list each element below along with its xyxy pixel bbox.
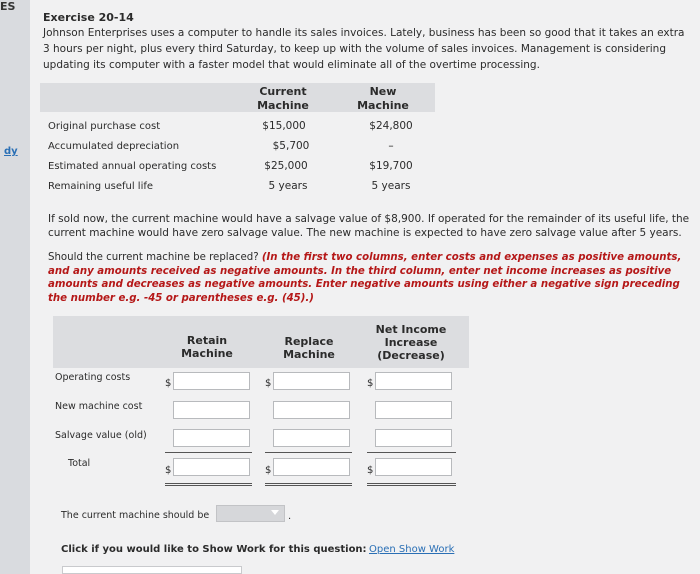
sidebar-top-text: ES — [0, 0, 16, 13]
retain-salvage-input[interactable] — [173, 429, 250, 447]
left-sidebar — [0, 0, 30, 574]
open-show-work-link[interactable]: Open Show Work — [369, 544, 455, 555]
subtotal-rule — [265, 452, 352, 453]
info-row-label: Remaining useful life — [48, 181, 154, 192]
conclusion-text: The current machine should be — [61, 510, 210, 521]
show-work-prompt: Click if you would like to Show Work for this question: — [61, 544, 367, 555]
info-current-value: $25,000 — [264, 160, 308, 172]
chevron-down-icon — [271, 510, 279, 515]
answer-row-label: Total — [68, 458, 91, 469]
info-row-label: Accumulated depreciation — [48, 141, 180, 152]
info-current-value: 5 years — [268, 180, 308, 192]
total-double-rule — [265, 483, 352, 486]
info-new-value: $24,800 — [369, 120, 413, 132]
period-mark: . — [288, 511, 292, 522]
retain-new-machine-input[interactable] — [173, 401, 250, 419]
net-new-machine-input[interactable] — [375, 401, 452, 419]
answer-row-label: Operating costs — [55, 372, 131, 383]
net-salvage-input[interactable] — [375, 429, 452, 447]
info-new-value: $19,700 — [369, 160, 413, 172]
question-instructions: (In the first two columns, enter costs and expenses as positive amounts, and any amounts received as negative amounts. In the third column, enter net income increases as positive amounts and decreases as negative amounts. Enter negative amounts using either a negative sign preceding the number e.g. -45 or parentheses e.g. (45).) — [48, 252, 682, 304]
exercise-intro: Johnson Enterprises uses a computer to handle its sales invoices. Lately, business has been so good that it takes an extra 3 hours per night, plus every third Saturday, to keep up with the volume of sales invoices. Management is considering updating its computer with a faster model that would eliminate all of the overtime processing. — [43, 27, 685, 71]
currency-symbol: $ — [265, 465, 272, 476]
salvage-paragraph: If sold now, the current machine would have a salvage value of $8,900. If operated for the remainder of its useful life, the current machine would have zero salvage value. The new machine is expected to have zero salvage value after 5 years. — [48, 213, 690, 239]
subtotal-rule — [165, 452, 252, 453]
col-header-net-income: Net Income Increase (Decrease) — [375, 323, 447, 362]
currency-symbol: $ — [165, 378, 172, 389]
retain-total-input[interactable] — [173, 458, 250, 476]
info-new-value: 5 years — [371, 180, 411, 192]
answer-row-label: Salvage value (old) — [55, 430, 147, 441]
info-row-label: Original purchase cost — [48, 121, 161, 132]
currency-symbol: $ — [367, 378, 374, 389]
col-header-current: Current Machine — [257, 85, 309, 112]
exercise-title: Exercise 20-14 — [43, 11, 134, 24]
currency-symbol: $ — [165, 465, 172, 476]
replace-new-machine-input[interactable] — [273, 401, 350, 419]
info-current-value: $5,700 — [272, 140, 310, 152]
replace-decision-dropdown[interactable] — [216, 505, 285, 522]
replace-operating-costs-input[interactable] — [273, 372, 350, 390]
subtotal-rule — [367, 452, 456, 453]
question-text: Should the current machine be replaced? — [48, 252, 259, 263]
question-block — [48, 251, 693, 305]
show-work-field[interactable] — [62, 566, 242, 574]
col-header-retain: Retain Machine — [181, 334, 233, 360]
currency-symbol: $ — [367, 465, 374, 476]
total-double-rule — [367, 483, 456, 486]
currency-symbol: $ — [265, 378, 272, 389]
retain-operating-costs-input[interactable] — [173, 372, 250, 390]
replace-total-input[interactable] — [273, 458, 350, 476]
col-header-new: New Machine — [357, 85, 409, 112]
info-row-label: Estimated annual operating costs — [48, 161, 217, 172]
sidebar-link[interactable]: dy — [4, 146, 18, 157]
net-operating-costs-input[interactable] — [375, 372, 452, 390]
info-current-value: $15,000 — [262, 120, 306, 132]
answer-row-label: New machine cost — [55, 401, 143, 412]
net-total-input[interactable] — [375, 458, 452, 476]
total-double-rule — [165, 483, 252, 486]
info-new-value: – — [388, 140, 394, 152]
col-header-replace: Replace Machine — [283, 335, 335, 361]
replace-salvage-input[interactable] — [273, 429, 350, 447]
